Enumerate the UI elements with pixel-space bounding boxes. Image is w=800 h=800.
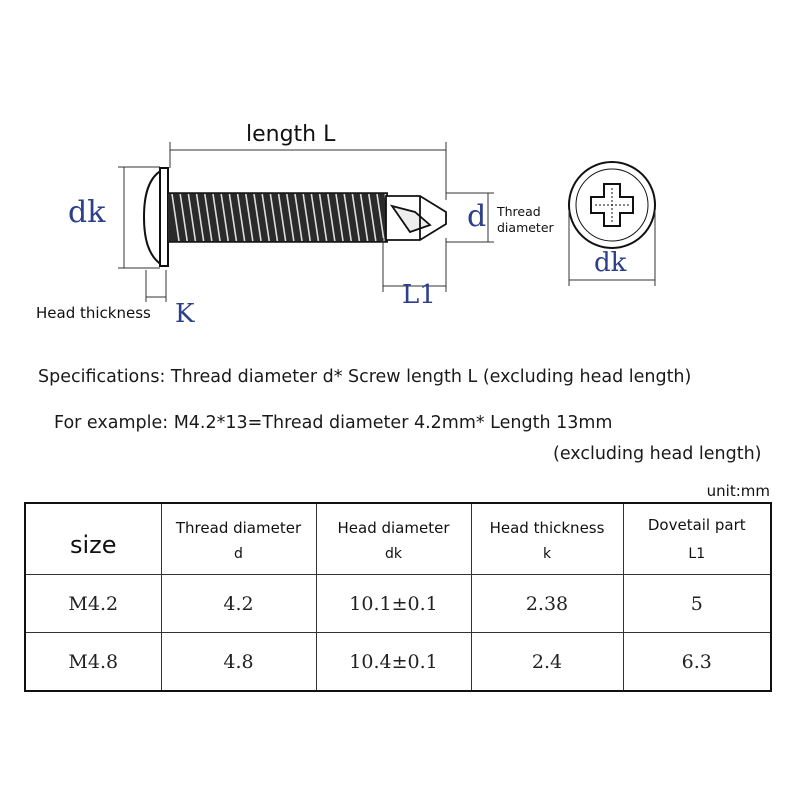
thread-diameter-label-line1: Thread xyxy=(497,204,541,219)
screw-shank xyxy=(168,193,392,242)
cell-size: M4.2 xyxy=(25,575,161,633)
header-symbol: L1 xyxy=(688,546,706,562)
length-label: length L xyxy=(246,122,336,147)
k-dimension xyxy=(146,270,166,302)
header-symbol: k xyxy=(542,546,552,562)
cell-head-thickness: 2.4 xyxy=(471,633,623,692)
screw-head xyxy=(144,168,168,266)
cell-head-thickness: 2.38 xyxy=(471,575,623,633)
table-row xyxy=(25,575,771,633)
header-label: Head thickness xyxy=(489,519,605,537)
cell-dovetail-part: 6.3 xyxy=(623,633,771,692)
header-dovetail-part xyxy=(623,503,771,575)
table-header-row xyxy=(25,503,771,575)
spec-line-1: Specifications: Thread diameter d* Screw length L (excluding head length) xyxy=(38,367,692,387)
cell-head-diameter: 10.1±0.1 xyxy=(316,575,471,633)
head-thickness-label: Head thickness xyxy=(36,304,151,322)
l1-label: L1 xyxy=(402,280,436,310)
cell-dovetail-part: 5 xyxy=(623,575,771,633)
thread-diameter-label-line2: diameter xyxy=(497,220,554,235)
spec-line-3: (excluding head length) xyxy=(553,444,762,464)
header-symbol: d xyxy=(234,546,243,562)
unit-label: unit:mm xyxy=(706,482,770,500)
cell-thread-diameter: 4.8 xyxy=(161,633,316,692)
drill-tip xyxy=(386,196,446,240)
header-size: size xyxy=(25,503,161,575)
header-label: Head diameter xyxy=(337,519,450,537)
d-label: d xyxy=(467,199,487,234)
dk-label: dk xyxy=(68,195,106,230)
spec-table xyxy=(24,502,772,692)
cell-thread-diameter: 4.2 xyxy=(161,575,316,633)
spec-line-2: For example: M4.2*13=Thread diameter 4.2mm* Length 13mm xyxy=(54,413,613,433)
header-symbol: dk xyxy=(385,546,402,562)
length-dimension xyxy=(170,142,446,200)
table-row xyxy=(25,633,771,692)
header-head-thickness xyxy=(471,503,623,575)
screw-diagram xyxy=(0,0,800,340)
top-view-dk-label: dk xyxy=(594,248,627,278)
header-label: Dovetail part xyxy=(647,516,746,534)
cell-head-diameter: 10.4±0.1 xyxy=(316,633,471,692)
header-thread-diameter xyxy=(161,503,316,575)
header-label: Thread diameter xyxy=(175,519,302,537)
k-label: K xyxy=(175,299,195,329)
cell-size: M4.8 xyxy=(25,633,161,692)
header-head-diameter xyxy=(316,503,471,575)
